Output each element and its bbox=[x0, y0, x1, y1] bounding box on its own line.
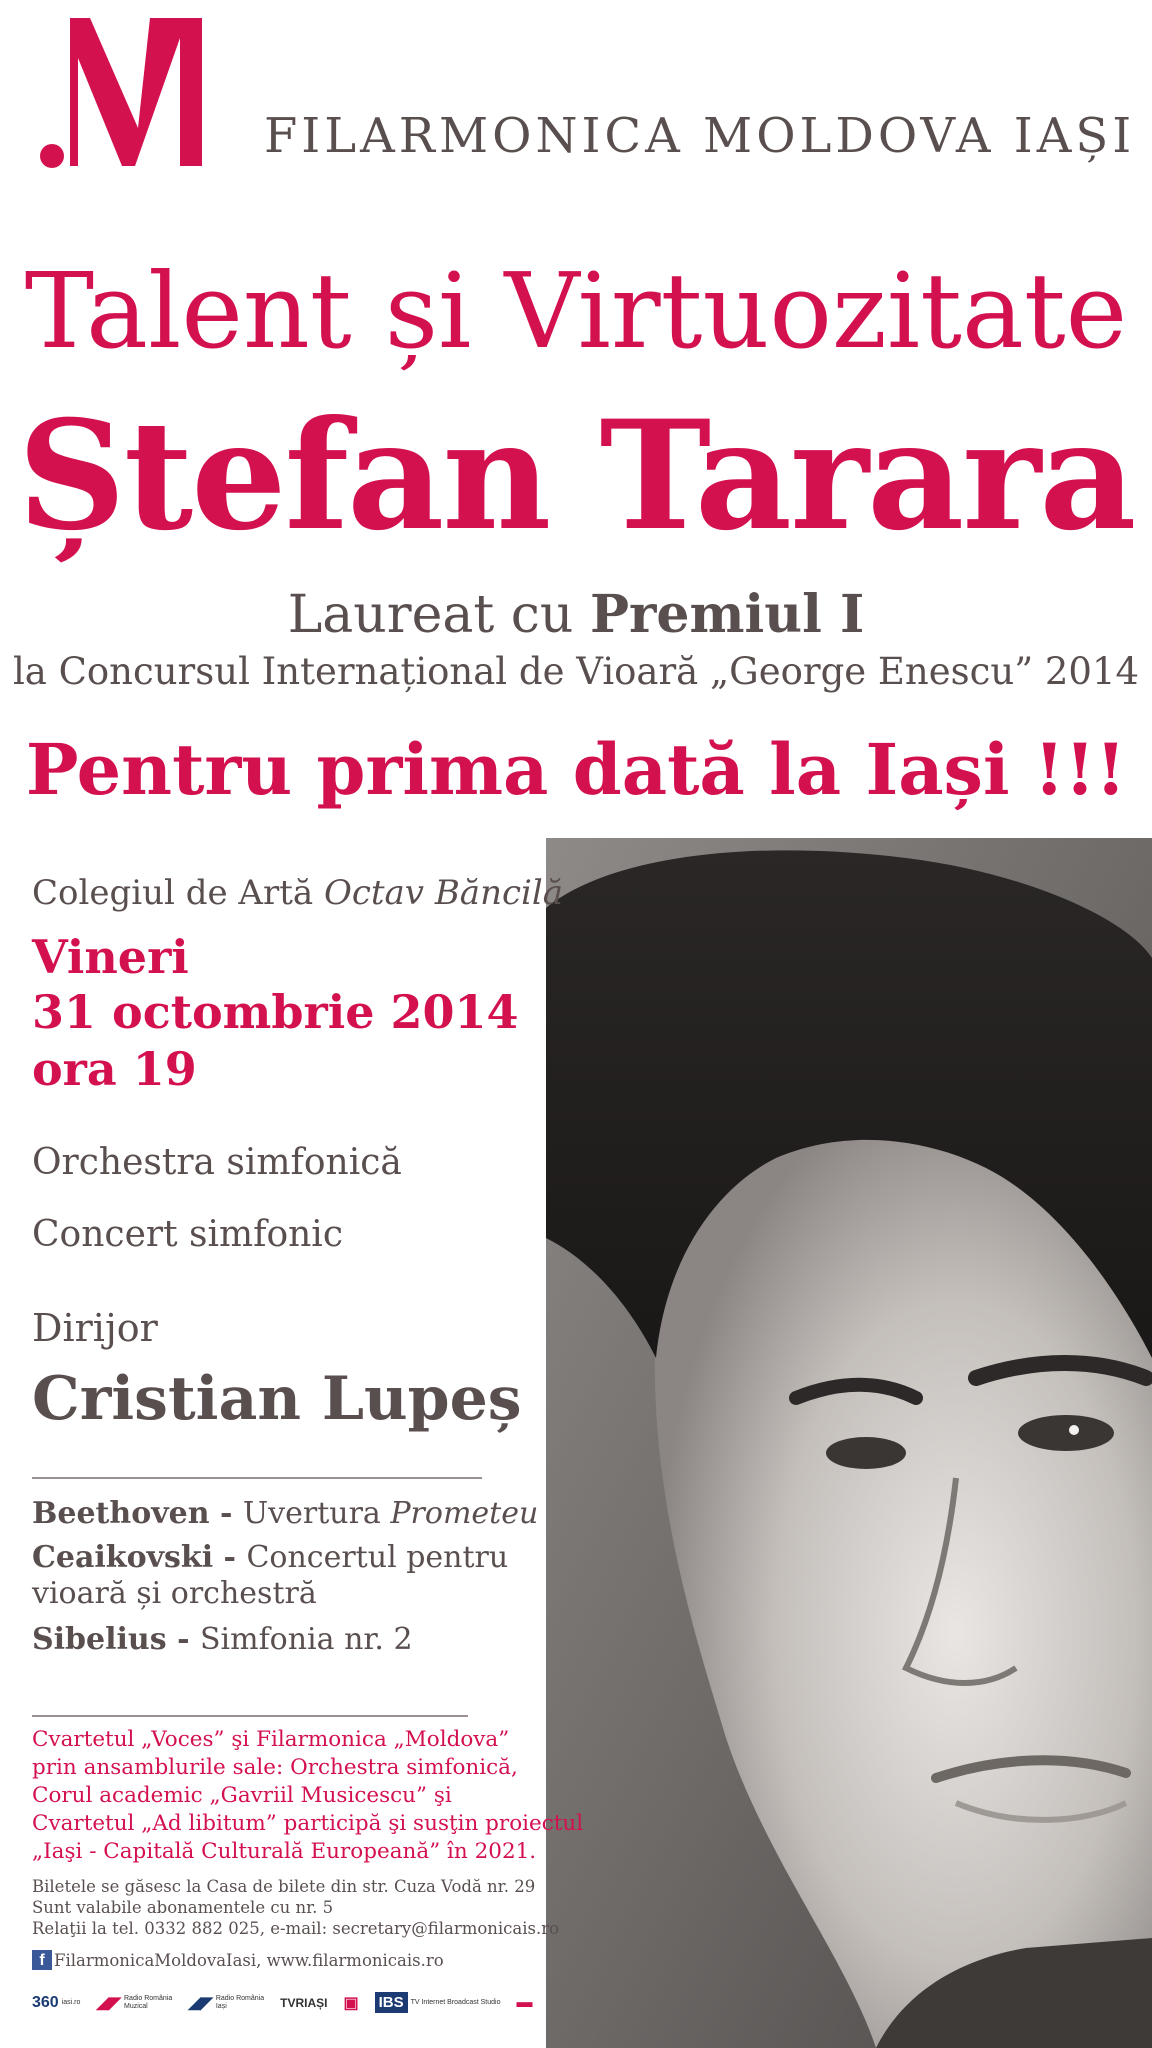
work: Concertul pentru bbox=[246, 1540, 509, 1575]
conductor-name: Cristian Lupeș bbox=[32, 1364, 522, 1434]
separator: - bbox=[213, 1540, 247, 1575]
laureate-line bbox=[0, 584, 1152, 645]
sponsor-radio-iasi-logo: ◢◤ Radio România Iași bbox=[188, 1994, 265, 2012]
program-item bbox=[32, 1496, 538, 1532]
sponsor-ibs-logo: IBS TV Internet Broadcast Studio bbox=[375, 1992, 501, 2013]
info-line: Sunt valabile abonamentele cu nr. 5 bbox=[32, 1898, 334, 1917]
program-item bbox=[32, 1540, 508, 1612]
program-item bbox=[32, 1622, 413, 1658]
sponsor-360-logo: 360 iasi.ro bbox=[32, 1993, 81, 2011]
voces-notice bbox=[32, 1726, 583, 1866]
separator: - bbox=[209, 1496, 243, 1531]
competition-line: la Concursul Internațional de Vioară „George Enescu” 2014 bbox=[12, 650, 1140, 693]
sponsor-radio-muzical-logo: ◢◤ Radio România Muzical bbox=[96, 1994, 173, 2012]
venue bbox=[32, 873, 563, 913]
first-time-slogan: Pentru prima dată la Iași !!! bbox=[25, 728, 1127, 811]
ensemble: Orchestra simfonică bbox=[32, 1142, 402, 1183]
sponsor-tv-icon: ▣ bbox=[343, 1994, 359, 2012]
composer: Sibelius bbox=[32, 1622, 167, 1657]
notice-line: Cvartetul „Voces” şi Filarmonica „Moldova” bbox=[32, 1727, 510, 1752]
info-line: Relaţii la tel. 0332 882 025, e-mail: secretary@filarmonicais.ro bbox=[32, 1919, 560, 1938]
work-continued: vioară și orchestră bbox=[32, 1576, 317, 1611]
filarmonica-logo bbox=[30, 18, 210, 168]
notice-line: Cvartetul „Ad libitum” participă şi susţin proiectul bbox=[32, 1811, 584, 1836]
conductor-label: Dirijor bbox=[32, 1306, 158, 1350]
sponsor-tvr-iasi-logo: TVRIAȘI bbox=[280, 1995, 328, 2010]
separator: - bbox=[166, 1622, 200, 1657]
sponsor-logos bbox=[32, 1992, 532, 2013]
notice-line: prin ansamblurile sale: Orchestra simfonică, bbox=[32, 1755, 518, 1780]
concert-type: Concert simfonic bbox=[32, 1214, 343, 1255]
notice-line: „Iaşi - Capitală Culturală Europeană” în 2021. bbox=[32, 1839, 537, 1864]
laureate-prefix: Laureat cu bbox=[287, 585, 590, 645]
ticket-info bbox=[32, 1876, 559, 1939]
info-line: Biletele se găsesc la Casa de bilete din str. Cuza Vodă nr. 29 bbox=[32, 1877, 536, 1896]
composer: Ceaikovski bbox=[32, 1540, 214, 1575]
soloist-photo bbox=[546, 838, 1152, 2048]
organization-name: FILARMONICA MOLDOVA IAȘI bbox=[264, 108, 1136, 164]
sponsor-small-logo: ▬ bbox=[516, 1993, 533, 2011]
divider bbox=[32, 1715, 468, 1717]
composer: Beethoven bbox=[32, 1496, 210, 1531]
concert-series-title: Talent și Virtuozitate bbox=[24, 250, 1128, 372]
social-text: FilarmonicaMoldovaIasi, www.filarmonicais.ro bbox=[54, 1950, 444, 1970]
laureate-prize: Premiul I bbox=[589, 584, 865, 645]
work: Uvertura bbox=[242, 1496, 391, 1531]
social-line bbox=[32, 1950, 444, 1970]
work-title: Prometeu bbox=[390, 1496, 539, 1531]
event-date: 31 octombrie 2014 bbox=[32, 985, 519, 1039]
facebook-icon[interactable]: f bbox=[32, 1950, 52, 1970]
divider bbox=[32, 1477, 482, 1479]
venue-prefix: Colegiul de Artă bbox=[32, 873, 324, 913]
event-day: Vineri bbox=[32, 930, 189, 984]
event-time: ora 19 bbox=[32, 1042, 197, 1096]
work: Simfonia nr. 2 bbox=[199, 1622, 413, 1657]
soloist-name: Ștefan Tarara bbox=[17, 388, 1135, 564]
venue-name: Octav Băncilă bbox=[323, 873, 564, 913]
notice-line: Corul academic „Gavriil Musicescu” şi bbox=[32, 1783, 452, 1808]
